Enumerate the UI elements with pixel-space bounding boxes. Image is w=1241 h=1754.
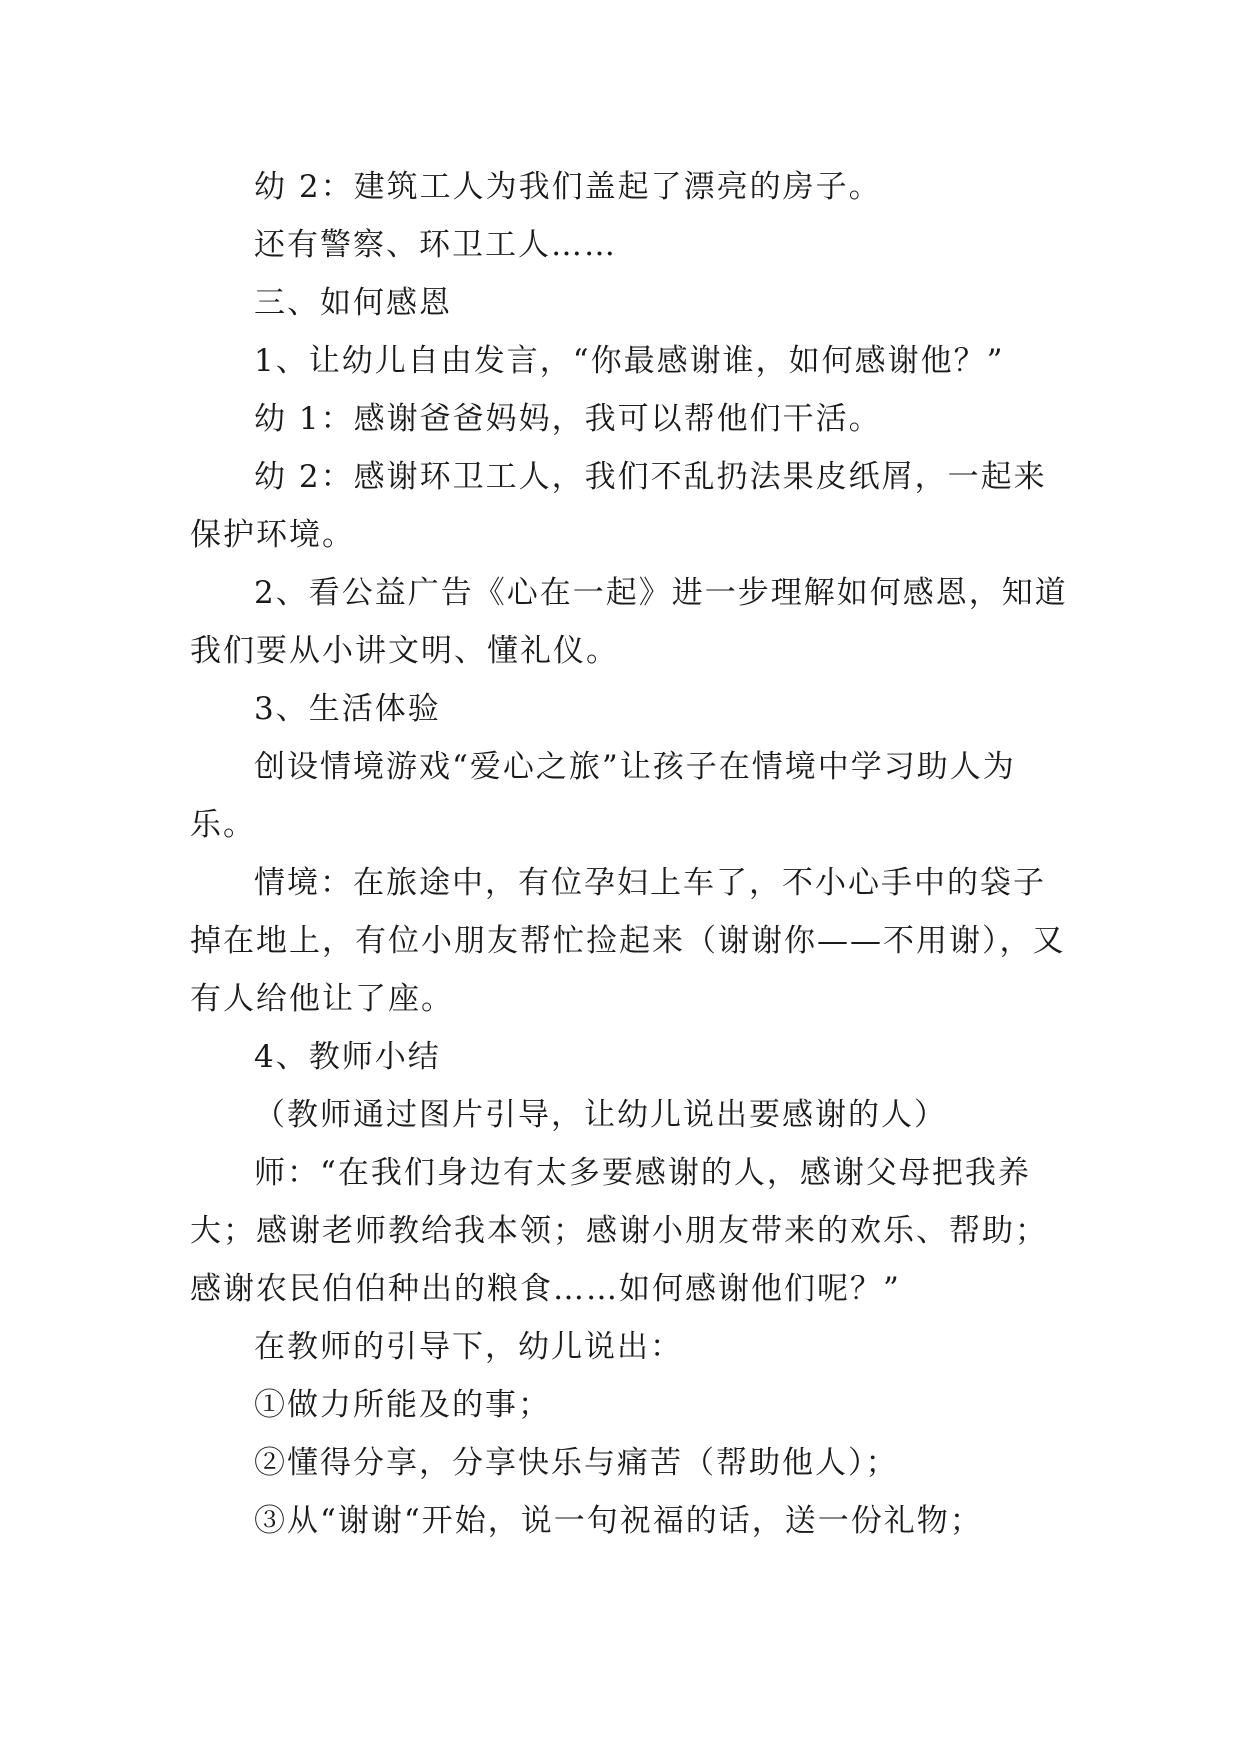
paragraph: 幼 1：感谢爸爸妈妈，我可以帮他们干活。 xyxy=(254,401,882,437)
paragraph: 在教师的引导下，幼儿说出： xyxy=(254,1329,683,1365)
paragraph: 幼 2：感谢环卫工人，我们不乱扔法果皮纸屑，一起来保护环境。 xyxy=(190,459,1047,553)
list-item: ②懂得分享，分享快乐与痛苦（帮助他人）； xyxy=(254,1445,899,1481)
paragraph: 创设情境游戏“爱心之旅”让孩子在情境中学习助人为乐。 xyxy=(190,749,1016,843)
sub-heading: 3、生活体验 xyxy=(254,691,441,727)
paragraph: 情境：在旅途中，有位孕妇上车了，不小心手中的袋子掉在地上，有位小朋友帮忙捡起来（谢谢你——不用谢），又有人给他让了座。 xyxy=(190,865,1066,1017)
section-heading: 三、如何感恩 xyxy=(254,285,452,321)
paragraph: 2、看公益广告《心在一起》进一步理解如何感恩，知道我们要从小讲文明、懂礼仪。 xyxy=(190,575,1068,669)
paragraph: 1、让幼儿自由发言，“你最感谢谁，如何感谢他？” xyxy=(254,343,1005,379)
paragraph: 师：“在我们身边有太多要感谢的人，感谢父母把我养大；感谢老师教给我本领；感谢小朋友带来的欢乐、帮助；感谢农民伯伯种出的粮食……如何感谢他们呢？” xyxy=(190,1155,1048,1307)
document-body xyxy=(190,158,1070,1550)
sub-heading: 4、教师小结 xyxy=(254,1039,441,1075)
paragraph: （教师通过图片引导，让幼儿说出要感谢的人） xyxy=(254,1097,947,1133)
paragraph: 还有警察、环卫工人…… xyxy=(254,227,617,263)
paragraph: 幼 2：建筑工人为我们盖起了漂亮的房子。 xyxy=(254,169,882,205)
list-item: ①做力所能及的事； xyxy=(254,1387,551,1423)
list-item: ③从“谢谢“开始，说一句祝福的话，送一份礼物； xyxy=(254,1503,983,1539)
